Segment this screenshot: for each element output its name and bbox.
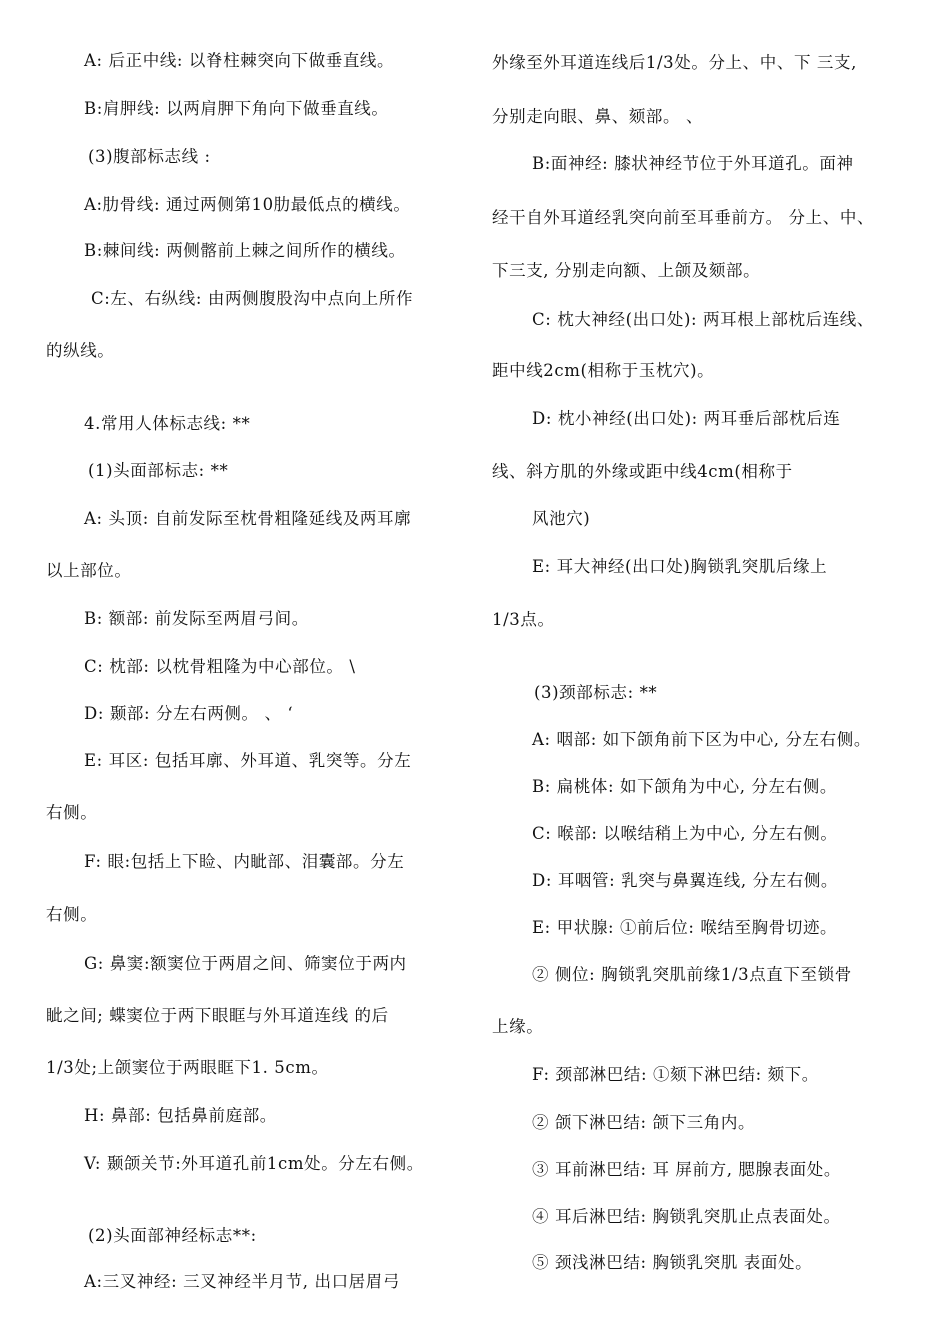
text-line: 眦之间; 蝶窦位于两下眼眶与外耳道连线 的后 [46,1006,389,1025]
text-line: A:三叉神经: 三叉神经半月节, 出口居眉弓 [84,1272,400,1291]
text-line: ② 侧位: 胸锁乳突肌前缘1/3点直下至锁骨 [532,965,852,984]
text-line: C: 枕部: 以枕骨粗隆为中心部位。 \ [84,657,356,676]
text-line: A: 头顶: 自前发际至枕骨粗隆延线及两耳廓 [84,509,412,528]
section-heading: (2)头面部神经标志**: [88,1226,257,1245]
text-line: 经干自外耳道经乳突向前至耳垂前方。 分上、中、 [492,208,875,227]
text-line: A: 后正中线: 以脊柱棘突向下做垂直线。 [84,51,395,70]
text-line: D: 枕小神经(出口处): 两耳垂后部枕后连 [532,409,841,428]
text-line: E: 耳大神经(出口处)胸锁乳突肌后缘上 [532,557,828,576]
text-line: 下三支, 分别走向额、上颌及颏部。 [492,261,761,280]
text-line: E: 耳区: 包括耳廓、外耳道、乳突等。分左 [84,751,412,770]
text-line: C:左、右纵线: 由两侧腹股沟中点向上所作 [91,289,414,308]
section-heading: (1)头面部标志: ** [88,461,229,480]
text-line: 线、斜方肌的外缘或距中线4cm(相称于 [492,462,793,481]
text-line: 分别走向眼、鼻、颏部。 、 [492,107,704,126]
text-line: ③ 耳前淋巴结: 耳 屏前方, 腮腺表面处。 [532,1160,841,1179]
text-line: 右侧。 [46,803,98,822]
text-line: C: 喉部: 以喉结稍上为中心, 分左右侧。 [532,824,838,843]
text-line: F: 颈部淋巴结: ①颏下淋巴结: 颏下。 [532,1065,819,1084]
text-line: H: 鼻部: 包括鼻前庭部。 [84,1106,277,1125]
text-line: 右侧。 [46,905,98,924]
text-line: A:肋骨线: 通过两侧第10肋最低点的横线。 [84,195,411,214]
text-line: G: 鼻窦:额窦位于两眉之间、筛窦位于两内 [84,954,407,973]
section-heading: (3)颈部标志: ** [534,683,658,702]
text-line: B: 额部: 前发际至两眉弓间。 [84,609,309,628]
text-line: A: 咽部: 如下颌角前下区为中心, 分左右侧。 [532,730,871,749]
text-line: F: 眼:包括上下睑、内眦部、泪囊部。分左 [84,852,405,871]
section-heading: (3)腹部标志线 : [88,147,211,166]
text-line: 以上部位。 [46,561,132,580]
text-line: C: 枕大神经(出口处): 两耳根上部枕后连线、 [532,310,875,329]
text-line: ④ 耳后淋巴结: 胸锁乳突肌止点表面处。 [532,1207,841,1226]
text-line: 上缘。 [492,1017,544,1036]
section-heading: 4.常用人体标志线: ** [84,414,251,433]
text-line: 1/3点。 [492,610,555,629]
text-line: E: 甲状腺: ①前后位: 喉结至胸骨切迹。 [532,918,838,937]
text-line: 的纵线。 [46,341,115,360]
text-line: ② 颌下淋巴结: 颌下三角内。 [532,1113,756,1132]
text-line: B:棘间线: 两侧髂前上棘之间所作的横线。 [84,241,406,260]
text-line: V: 颞颌关节:外耳道孔前1cm处。分左右侧。 [84,1154,424,1173]
text-line: ⑤ 颈浅淋巴结: 胸锁乳突肌 表面处。 [532,1253,813,1272]
text-line: B:肩胛线: 以两肩胛下角向下做垂直线。 [84,99,389,118]
text-line: D: 耳咽管: 乳突与鼻翼连线, 分左右侧。 [532,871,839,890]
text-line: D: 颞部: 分左右两侧。 、 ‘ [84,704,294,723]
text-line: 1/3处;上颌窦位于两眼眶下1. 5cm。 [46,1058,329,1077]
text-line: B: 扁桃体: 如下颌角为中心, 分左右侧。 [532,777,837,796]
text-line: 距中线2cm(相称于玉枕穴)。 [492,361,715,380]
text-line: 风池穴) [532,509,591,528]
text-line: B:面神经: 膝状神经节位于外耳道孔。面神 [532,154,854,173]
text-line: 外缘至外耳道连线后1/3处。分上、中、下 三支, [492,53,857,72]
